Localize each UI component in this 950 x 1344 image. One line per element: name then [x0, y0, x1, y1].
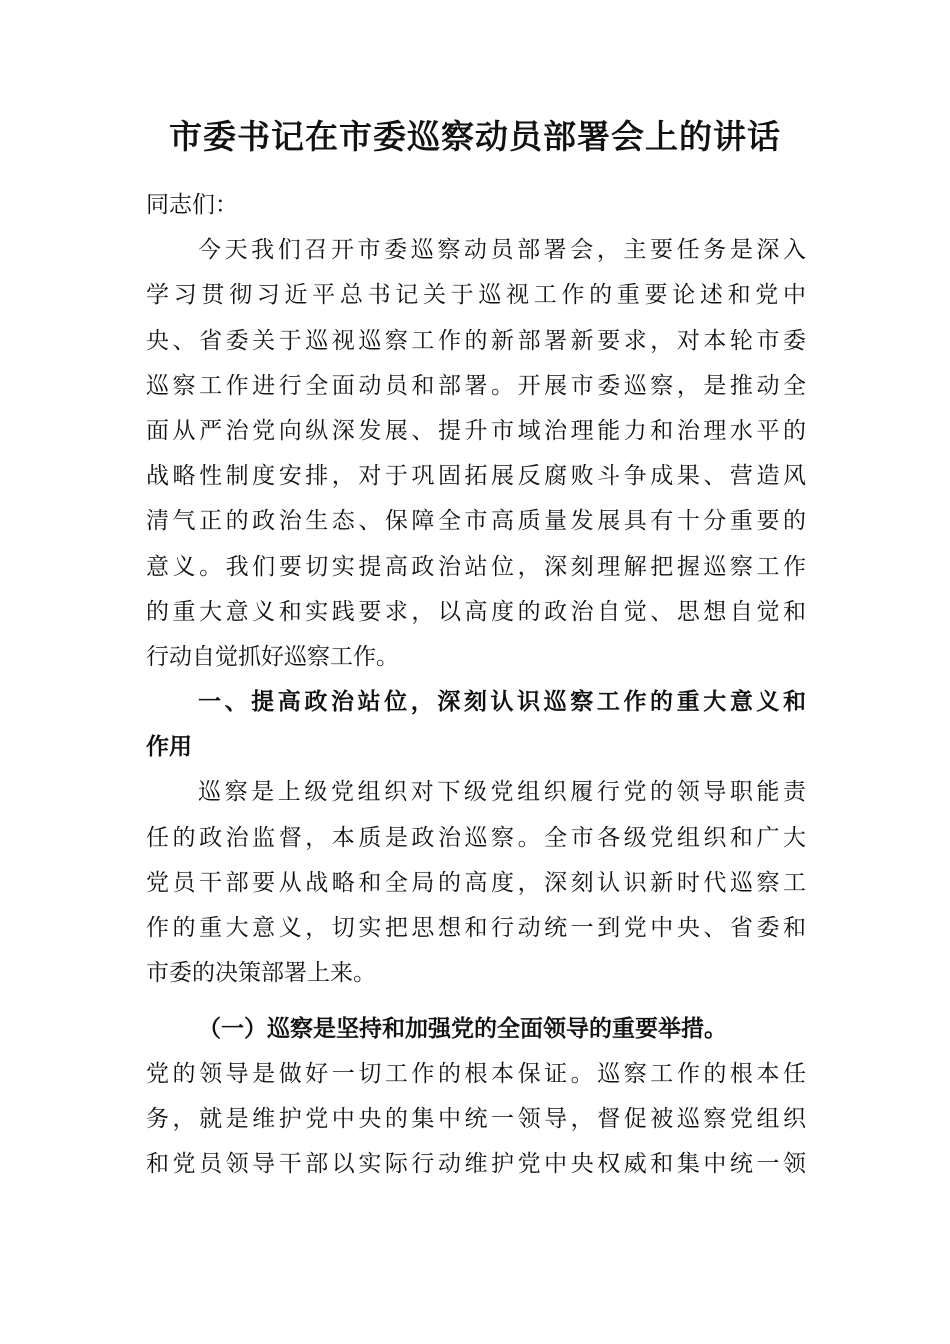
- paragraph-line: 巡察工作进行全面动员和部署。开展市委巡察，是推动全: [146, 372, 806, 399]
- paragraph-line: 央、省委关于巡视巡察工作的新部署新要求，对本轮市委: [146, 327, 806, 354]
- spacer: [146, 996, 806, 1006]
- section-heading-1: [146, 680, 806, 770]
- paragraph-opening: [146, 228, 806, 680]
- section-heading-line: 一、提高政治站位，深刻认识巡察工作的重大意义和: [198, 689, 806, 716]
- paragraph-line: 作的重大意义，切实把思想和行动统一到党中央、省委和: [146, 915, 806, 941]
- paragraph-line: 任的政治监督，本质是政治巡察。全市各级党组织和广大: [146, 824, 806, 851]
- paragraph-line: 清气正的政治生态、保障全市高质量发展具有十分重要的: [146, 508, 806, 535]
- paragraph-line: 务，就是维护党中央的集中统一领导，督促被巡察党组织: [146, 1105, 806, 1132]
- paragraph-line: 市委的决策部署上来。: [146, 960, 376, 987]
- paragraph-line: 意义。我们要切实提高政治站位，深刻理解把握巡察工作: [146, 553, 806, 580]
- paragraph-line: 行动自觉抓好巡察工作。: [146, 643, 399, 670]
- salutation: 同志们：: [146, 192, 238, 218]
- paragraph-subsection-1: [146, 1052, 806, 1188]
- paragraph-line: 和党员领导干部以实际行动维护党中央权威和集中统一领: [146, 1150, 806, 1177]
- paragraph-line: 党员干部要从战略和全局的高度，深刻认识新时代巡察工: [146, 869, 806, 896]
- paragraph-line: 巡察是上级党组织对下级党组织履行党的领导职能责: [198, 779, 806, 806]
- subsection-heading-1: （一）巡察是坚持和加强党的全面领导的重要举措。: [198, 1015, 727, 1043]
- paragraph-line: 战略性制度安排，对于巩固拓展反腐败斗争成果、营造风: [146, 463, 806, 490]
- paragraph-line: 的重大意义和实践要求，以高度的政治自觉、思想自觉和: [146, 598, 806, 625]
- document-body: [146, 183, 806, 1187]
- paragraph-line: 今天我们召开市委巡察动员部署会，主要任务是深入: [198, 237, 806, 264]
- paragraph-line: 学习贯彻习近平总书记关于巡视工作的重要论述和党中: [146, 282, 806, 309]
- paragraph-section-1: [146, 770, 806, 996]
- document-title: 市委书记在市委巡察动员部署会上的讲话: [169, 117, 781, 156]
- section-heading-line: 作用: [146, 734, 192, 761]
- paragraph-line: 党的领导是做好一切工作的根本保证。巡察工作的根本任: [146, 1060, 806, 1087]
- paragraph-line: 面从严治党向纵深发展、提升市域治理能力和治理水平的: [146, 417, 806, 444]
